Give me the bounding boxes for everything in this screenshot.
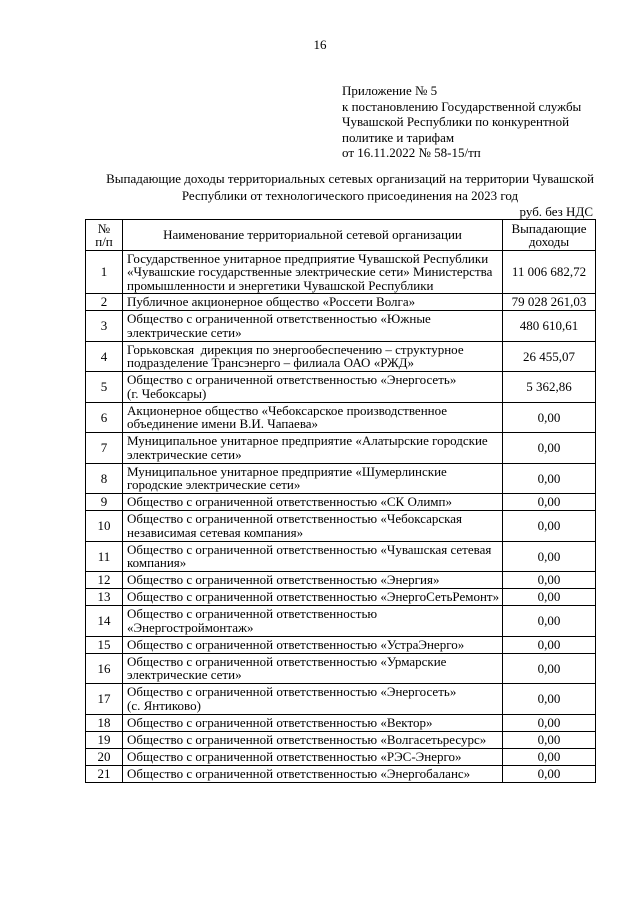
- organization-name-line: Общество с ограниченной ответственностью «СК Олимп»: [127, 494, 452, 510]
- row-number: 7: [86, 433, 123, 464]
- organization-name-line: Общество с ограниченной ответственностью «Энергосеть»: [127, 684, 457, 700]
- row-number: 13: [86, 589, 123, 606]
- organization-name: [123, 402, 503, 433]
- organization-name: [123, 372, 503, 403]
- organization-name-line: Муниципальное унитарное предприятие «Шумерлинские: [127, 463, 447, 479]
- organization-name: [123, 311, 503, 342]
- row-number: 2: [86, 294, 123, 311]
- row-number: 15: [86, 636, 123, 653]
- organization-name-line: Муниципальное унитарное предприятие «Алатырские городские: [127, 433, 488, 449]
- row-number: 12: [86, 572, 123, 589]
- header-line: Наименование территориальной сетевой организации: [163, 227, 462, 243]
- organization-name: [123, 684, 503, 715]
- organization-name: [123, 653, 503, 684]
- table-row: [86, 606, 596, 637]
- appendix-line: Чувашской Республики по конкурентной: [342, 114, 570, 129]
- page-number: 16: [313, 37, 327, 52]
- row-number: 19: [86, 731, 123, 748]
- organization-name-line: «Чувашские государственные электрические сети» Министерства: [127, 264, 493, 280]
- title-line: Выпадающие доходы территориальных сетевых организаций на территории Чувашской: [106, 170, 594, 186]
- organization-name-line: Общество с ограниченной ответственностью «РЭС-Энерго»: [127, 748, 462, 764]
- column-header-name: [123, 220, 503, 251]
- lost-revenue-value: 0,00: [503, 731, 596, 748]
- organization-name: [123, 433, 503, 464]
- table-body: [86, 251, 596, 783]
- row-number: 11: [86, 541, 123, 572]
- organization-name-line: Публичное акционерное общество «Россети Волга»: [127, 294, 416, 310]
- organization-name-line: электрические сети»: [127, 446, 242, 462]
- row-number: 8: [86, 463, 123, 494]
- appendix-header: [342, 83, 612, 161]
- organization-name-line: электрические сети»: [127, 324, 242, 340]
- lost-revenue-value: 0,00: [503, 494, 596, 511]
- organization-name: [123, 251, 503, 294]
- organization-name: [123, 589, 503, 606]
- row-number: 6: [86, 402, 123, 433]
- organization-name-line: (с. Янтиково): [127, 697, 201, 713]
- organization-name-line: подразделение Трансэнерго – филиала ОАО «РЖД»: [127, 355, 414, 371]
- row-number: 16: [86, 653, 123, 684]
- organization-name: [123, 494, 503, 511]
- appendix-line: политике и тарифам: [342, 129, 455, 145]
- table-row: [86, 572, 596, 589]
- table-row: [86, 402, 596, 433]
- organization-name-line: Государственное унитарное предприятие Чувашской Республики: [127, 250, 489, 266]
- lost-revenue-value: 0,00: [503, 572, 596, 589]
- table-row: [86, 463, 596, 494]
- lost-revenue-value: 0,00: [503, 541, 596, 572]
- appendix-line: от 16.11.2022 № 58-15/тп: [342, 145, 481, 160]
- table-row: [86, 714, 596, 731]
- organization-name-line: Общество с ограниченной ответственностью «Урмарские: [127, 653, 447, 669]
- lost-revenue-value: 0,00: [503, 511, 596, 542]
- title-line: Республики от технологического присоединения на 2023 год: [181, 187, 519, 203]
- table-row: [86, 341, 596, 372]
- lost-revenue-value: 0,00: [503, 463, 596, 494]
- organization-name-line: независимая сетевая компания»: [127, 524, 304, 540]
- header-line: Выпадающие: [511, 220, 587, 236]
- organization-name: [123, 572, 503, 589]
- organization-name-line: «Энергостроймонтаж»: [127, 619, 254, 635]
- organization-name-line: промышленности и энергетики Чувашской Республики: [127, 277, 434, 293]
- organization-name-line: (г. Чебоксары): [127, 385, 207, 401]
- table-header-row: [86, 220, 596, 251]
- organization-name-line: Общество с ограниченной ответственностью «Чувашская сетевая: [127, 541, 492, 557]
- organization-name-line: Акционерное общество «Чебоксарское производственное: [127, 402, 448, 418]
- organization-name-line: Общество с ограниченной ответственностью «УстраЭнерго»: [127, 636, 465, 652]
- lost-revenue-value: 11 006 682,72: [503, 251, 596, 294]
- lost-revenue-value: 5 362,86: [503, 372, 596, 403]
- table-row: [86, 494, 596, 511]
- row-number: 18: [86, 714, 123, 731]
- organization-name-line: Общество с ограниченной ответственностью: [127, 606, 378, 622]
- table-row: [86, 433, 596, 464]
- lost-revenue-value: 0,00: [503, 765, 596, 782]
- row-number: 4: [86, 341, 123, 372]
- lost-revenue-value: 0,00: [503, 748, 596, 765]
- organization-name: [123, 714, 503, 731]
- organization-name-line: Общество с ограниченной ответственностью «Волгасетьресурс»: [127, 731, 487, 747]
- table-row: [86, 636, 596, 653]
- row-number: 14: [86, 606, 123, 637]
- organization-name-line: городские электрические сети»: [127, 477, 301, 493]
- organization-name: [123, 765, 503, 782]
- organization-name-line: Общество с ограниченной ответственностью «Энергия»: [127, 572, 440, 588]
- table-row: [86, 294, 596, 311]
- lost-revenue-value: 0,00: [503, 589, 596, 606]
- organization-name: [123, 731, 503, 748]
- table-row: [86, 684, 596, 715]
- table-row: [86, 765, 596, 782]
- row-number: 10: [86, 511, 123, 542]
- lost-revenue-value: 0,00: [503, 402, 596, 433]
- table-row: [86, 653, 596, 684]
- table-row: [86, 372, 596, 403]
- lost-revenue-value: 480 610,61: [503, 311, 596, 342]
- header-line: №: [97, 220, 111, 236]
- table-row: [86, 251, 596, 294]
- organization-name-line: Общество с ограниченной ответственностью «Чебоксарская: [127, 511, 463, 527]
- organization-name-line: электрические сети»: [127, 667, 242, 683]
- organization-name: [123, 294, 503, 311]
- row-number: 17: [86, 684, 123, 715]
- appendix-line: к постановлению Государственной службы: [342, 98, 582, 114]
- organization-name: [123, 748, 503, 765]
- row-number: 1: [86, 251, 123, 294]
- table-row: [86, 748, 596, 765]
- lost-revenue-value: 79 028 261,03: [503, 294, 596, 311]
- row-number: 9: [86, 494, 123, 511]
- organization-name: [123, 541, 503, 572]
- table-row: [86, 511, 596, 542]
- organization-name-line: Общество с ограниченной ответственностью «Энергобаланс»: [127, 765, 471, 781]
- lost-revenue-value: 0,00: [503, 653, 596, 684]
- row-number: 5: [86, 372, 123, 403]
- organization-name: [123, 463, 503, 494]
- lost-revenue-value: 0,00: [503, 636, 596, 653]
- organization-name: [123, 606, 503, 637]
- lost-revenue-value: 0,00: [503, 606, 596, 637]
- organization-name-line: компания»: [127, 555, 187, 571]
- column-header-value: [503, 220, 596, 251]
- lost-revenue-value: 0,00: [503, 684, 596, 715]
- organization-name-line: Горьковская дирекция по энергообеспечению – структурное: [127, 341, 464, 357]
- table-row: [86, 541, 596, 572]
- row-number: 20: [86, 748, 123, 765]
- revenue-table: [85, 219, 596, 783]
- lost-revenue-value: 0,00: [503, 714, 596, 731]
- organization-name-line: объединение имени В.И. Чапаева»: [127, 416, 319, 432]
- lost-revenue-value: 0,00: [503, 433, 596, 464]
- header-line: п/п: [95, 234, 113, 249]
- units-note: руб. без НДС: [519, 204, 593, 219]
- table-row: [86, 731, 596, 748]
- organization-name-line: Общество с ограниченной ответственностью «Вектор»: [127, 714, 433, 730]
- table-row: [86, 589, 596, 606]
- organization-name-line: Общество с ограниченной ответственностью «Энергосеть»: [127, 372, 457, 388]
- document-title: [100, 170, 600, 204]
- appendix-line: Приложение № 5: [342, 83, 438, 98]
- organization-name-line: Общество с ограниченной ответственностью «Южные: [127, 311, 431, 327]
- organization-name: [123, 511, 503, 542]
- header-line: доходы: [528, 234, 570, 249]
- table-row: [86, 311, 596, 342]
- row-number: 21: [86, 765, 123, 782]
- row-number: 3: [86, 311, 123, 342]
- organization-name: [123, 636, 503, 653]
- lost-revenue-value: 26 455,07: [503, 341, 596, 372]
- organization-name-line: Общество с ограниченной ответственностью «ЭнергоСетьРемонт»: [127, 589, 500, 605]
- organization-name: [123, 341, 503, 372]
- column-header-number: [86, 220, 123, 251]
